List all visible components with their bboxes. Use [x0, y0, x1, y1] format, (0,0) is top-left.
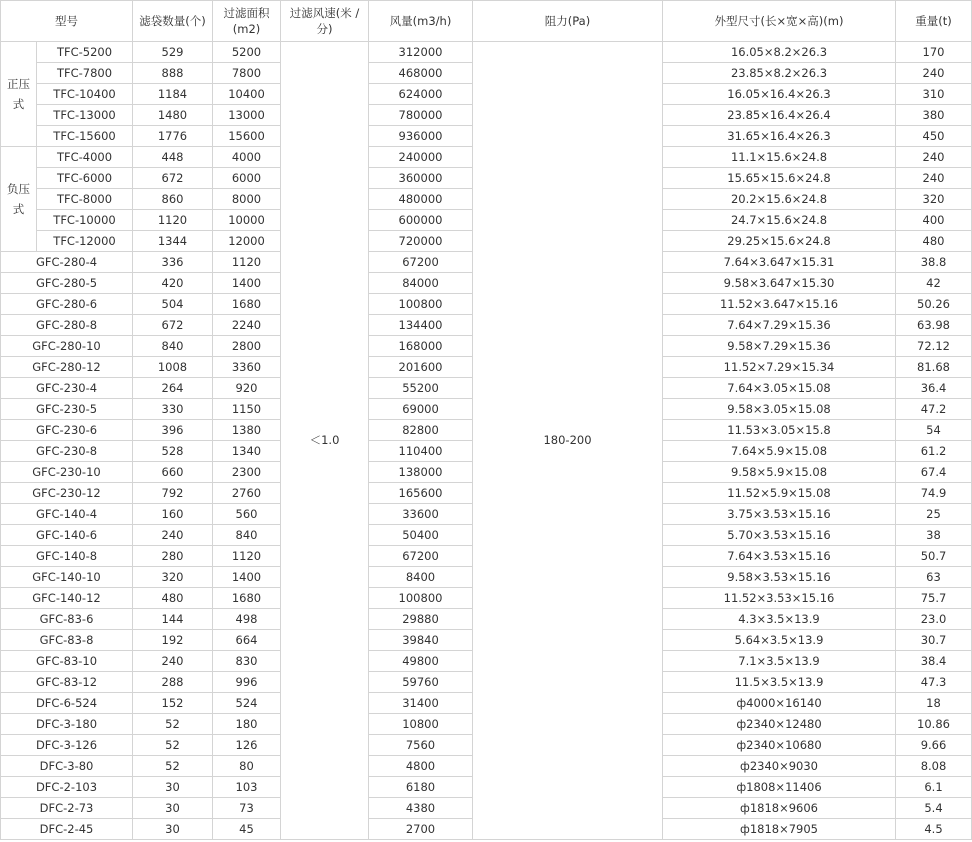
dims-cell: 11.52×3.53×15.16: [663, 588, 896, 609]
weight-cell: 81.68: [896, 357, 972, 378]
model-cell: DFC-2-103: [1, 777, 133, 798]
model-cell: TFC-5200: [37, 42, 133, 63]
airflow-cell: 165600: [369, 483, 473, 504]
header-speed: 过滤风速(米 / 分): [281, 1, 369, 42]
airflow-cell: 50400: [369, 525, 473, 546]
bags-cell: 1184: [133, 84, 213, 105]
area-cell: 1680: [213, 588, 281, 609]
airflow-cell: 7560: [369, 735, 473, 756]
weight-cell: 450: [896, 126, 972, 147]
dims-cell: 11.53×3.05×15.8: [663, 420, 896, 441]
model-cell: TFC-13000: [37, 105, 133, 126]
area-cell: 180: [213, 714, 281, 735]
header-bags: 滤袋数量(个): [133, 1, 213, 42]
header-dims: 外型尺寸(长×宽×高)(m): [663, 1, 896, 42]
area-cell: 80: [213, 756, 281, 777]
airflow-cell: 134400: [369, 315, 473, 336]
weight-cell: 5.4: [896, 798, 972, 819]
area-cell: 3360: [213, 357, 281, 378]
airflow-cell: 100800: [369, 588, 473, 609]
weight-cell: 25: [896, 504, 972, 525]
area-cell: 1400: [213, 273, 281, 294]
weight-cell: 170: [896, 42, 972, 63]
model-cell: DFC-6-524: [1, 693, 133, 714]
bags-cell: 264: [133, 378, 213, 399]
airflow-cell: 110400: [369, 441, 473, 462]
dims-cell: 5.70×3.53×15.16: [663, 525, 896, 546]
airflow-cell: 468000: [369, 63, 473, 84]
dims-cell: 4.3×3.5×13.9: [663, 609, 896, 630]
model-cell: GFC-140-12: [1, 588, 133, 609]
airflow-cell: 168000: [369, 336, 473, 357]
airflow-cell: 49800: [369, 651, 473, 672]
airflow-cell: 138000: [369, 462, 473, 483]
model-cell: GFC-280-6: [1, 294, 133, 315]
area-cell: 103: [213, 777, 281, 798]
area-cell: 1380: [213, 420, 281, 441]
bags-cell: 792: [133, 483, 213, 504]
model-cell: DFC-3-126: [1, 735, 133, 756]
model-cell: TFC-7800: [37, 63, 133, 84]
area-cell: 1340: [213, 441, 281, 462]
dims-cell: 7.1×3.5×13.9: [663, 651, 896, 672]
dims-cell: 9.58×3.53×15.16: [663, 567, 896, 588]
weight-cell: 47.2: [896, 399, 972, 420]
airflow-cell: 29880: [369, 609, 473, 630]
area-cell: 830: [213, 651, 281, 672]
airflow-cell: 4800: [369, 756, 473, 777]
area-cell: 996: [213, 672, 281, 693]
airflow-cell: 59760: [369, 672, 473, 693]
area-cell: 126: [213, 735, 281, 756]
model-cell: TFC-15600: [37, 126, 133, 147]
dims-cell: 23.85×8.2×26.3: [663, 63, 896, 84]
area-cell: 1400: [213, 567, 281, 588]
dims-cell: 16.05×8.2×26.3: [663, 42, 896, 63]
weight-cell: 240: [896, 63, 972, 84]
bags-cell: 52: [133, 714, 213, 735]
weight-cell: 50.7: [896, 546, 972, 567]
airflow-cell: 360000: [369, 168, 473, 189]
area-cell: 560: [213, 504, 281, 525]
model-cell: GFC-140-10: [1, 567, 133, 588]
weight-cell: 72.12: [896, 336, 972, 357]
model-cell: GFC-230-4: [1, 378, 133, 399]
model-cell: GFC-140-6: [1, 525, 133, 546]
header-row: [1, 1, 972, 42]
dims-cell: 31.65×16.4×26.3: [663, 126, 896, 147]
airflow-cell: 31400: [369, 693, 473, 714]
airflow-cell: 201600: [369, 357, 473, 378]
airflow-cell: 69000: [369, 399, 473, 420]
bags-cell: 52: [133, 756, 213, 777]
bags-cell: 152: [133, 693, 213, 714]
weight-cell: 38.8: [896, 252, 972, 273]
weight-cell: 36.4: [896, 378, 972, 399]
bags-cell: 396: [133, 420, 213, 441]
bags-cell: 192: [133, 630, 213, 651]
dims-cell: 7.64×5.9×15.08: [663, 441, 896, 462]
table-row: [1, 42, 972, 63]
weight-cell: 480: [896, 231, 972, 252]
bags-cell: 448: [133, 147, 213, 168]
area-cell: 840: [213, 525, 281, 546]
area-cell: 1120: [213, 252, 281, 273]
resistance-cell: 180-200: [473, 42, 663, 840]
weight-cell: 23.0: [896, 609, 972, 630]
model-cell: GFC-280-5: [1, 273, 133, 294]
airflow-cell: 55200: [369, 378, 473, 399]
airflow-cell: 480000: [369, 189, 473, 210]
bags-cell: 1480: [133, 105, 213, 126]
airflow-cell: 10800: [369, 714, 473, 735]
header-area: 过滤面积 (m2): [213, 1, 281, 42]
area-cell: 10400: [213, 84, 281, 105]
dims-cell: ф4000×16140: [663, 693, 896, 714]
weight-cell: 54: [896, 420, 972, 441]
bags-cell: 30: [133, 777, 213, 798]
dims-cell: 9.58×7.29×15.36: [663, 336, 896, 357]
weight-cell: 30.7: [896, 630, 972, 651]
area-cell: 10000: [213, 210, 281, 231]
model-cell: GFC-280-8: [1, 315, 133, 336]
header-resistance: 阻力(Pa): [473, 1, 663, 42]
model-cell: GFC-83-12: [1, 672, 133, 693]
area-cell: 2300: [213, 462, 281, 483]
group-label-cell: 负压 式: [1, 147, 37, 252]
bags-cell: 336: [133, 252, 213, 273]
airflow-cell: 2700: [369, 819, 473, 840]
dims-cell: 7.64×7.29×15.36: [663, 315, 896, 336]
area-cell: 2800: [213, 336, 281, 357]
model-cell: GFC-230-8: [1, 441, 133, 462]
bags-cell: 888: [133, 63, 213, 84]
model-cell: DFC-3-180: [1, 714, 133, 735]
dims-cell: 11.1×15.6×24.8: [663, 147, 896, 168]
dims-cell: ф1818×9606: [663, 798, 896, 819]
dims-cell: 9.58×5.9×15.08: [663, 462, 896, 483]
header-model: 型号: [1, 1, 133, 42]
model-cell: TFC-10000: [37, 210, 133, 231]
weight-cell: 400: [896, 210, 972, 231]
bags-cell: 240: [133, 525, 213, 546]
weight-cell: 74.9: [896, 483, 972, 504]
dims-cell: 16.05×16.4×26.3: [663, 84, 896, 105]
dims-cell: 3.75×3.53×15.16: [663, 504, 896, 525]
weight-cell: 240: [896, 147, 972, 168]
weight-cell: 380: [896, 105, 972, 126]
table-header: [1, 1, 972, 42]
dims-cell: ф2340×9030: [663, 756, 896, 777]
area-cell: 12000: [213, 231, 281, 252]
model-cell: TFC-12000: [37, 231, 133, 252]
bags-cell: 420: [133, 273, 213, 294]
area-cell: 45: [213, 819, 281, 840]
bags-cell: 160: [133, 504, 213, 525]
weight-cell: 47.3: [896, 672, 972, 693]
area-cell: 8000: [213, 189, 281, 210]
dims-cell: 7.64×3.05×15.08: [663, 378, 896, 399]
dims-cell: ф2340×10680: [663, 735, 896, 756]
bags-cell: 1120: [133, 210, 213, 231]
airflow-cell: 8400: [369, 567, 473, 588]
dims-cell: 24.7×15.6×24.8: [663, 210, 896, 231]
weight-cell: 10.86: [896, 714, 972, 735]
model-cell: DFC-2-73: [1, 798, 133, 819]
weight-cell: 75.7: [896, 588, 972, 609]
area-cell: 1150: [213, 399, 281, 420]
model-cell: GFC-83-8: [1, 630, 133, 651]
weight-cell: 4.5: [896, 819, 972, 840]
weight-cell: 18: [896, 693, 972, 714]
bags-cell: 52: [133, 735, 213, 756]
model-cell: GFC-230-6: [1, 420, 133, 441]
area-cell: 1120: [213, 546, 281, 567]
airflow-cell: 720000: [369, 231, 473, 252]
area-cell: 524: [213, 693, 281, 714]
weight-cell: 38.4: [896, 651, 972, 672]
area-cell: 7800: [213, 63, 281, 84]
airflow-cell: 39840: [369, 630, 473, 651]
bags-cell: 240: [133, 651, 213, 672]
model-cell: GFC-230-10: [1, 462, 133, 483]
dims-cell: 11.52×7.29×15.34: [663, 357, 896, 378]
dims-cell: 11.52×3.647×15.16: [663, 294, 896, 315]
bags-cell: 330: [133, 399, 213, 420]
bags-cell: 144: [133, 609, 213, 630]
dims-cell: 11.5×3.5×13.9: [663, 672, 896, 693]
dims-cell: ф1808×11406: [663, 777, 896, 798]
weight-cell: 67.4: [896, 462, 972, 483]
airflow-cell: 100800: [369, 294, 473, 315]
model-cell: GFC-280-12: [1, 357, 133, 378]
bags-cell: 660: [133, 462, 213, 483]
weight-cell: 38: [896, 525, 972, 546]
weight-cell: 63: [896, 567, 972, 588]
area-cell: 6000: [213, 168, 281, 189]
model-cell: GFC-140-8: [1, 546, 133, 567]
bags-cell: 860: [133, 189, 213, 210]
dims-cell: ф2340×12480: [663, 714, 896, 735]
header-airflow: 风量(m3/h): [369, 1, 473, 42]
table-body: [1, 42, 972, 840]
model-cell: TFC-8000: [37, 189, 133, 210]
dims-cell: 20.2×15.6×24.8: [663, 189, 896, 210]
model-cell: TFC-10400: [37, 84, 133, 105]
bags-cell: 320: [133, 567, 213, 588]
airflow-cell: 4380: [369, 798, 473, 819]
area-cell: 2240: [213, 315, 281, 336]
model-cell: DFC-2-45: [1, 819, 133, 840]
model-cell: GFC-280-10: [1, 336, 133, 357]
bags-cell: 1008: [133, 357, 213, 378]
bags-cell: 504: [133, 294, 213, 315]
bags-cell: 672: [133, 168, 213, 189]
area-cell: 4000: [213, 147, 281, 168]
airflow-cell: 312000: [369, 42, 473, 63]
model-cell: TFC-4000: [37, 147, 133, 168]
area-cell: 920: [213, 378, 281, 399]
bags-cell: 280: [133, 546, 213, 567]
model-cell: TFC-6000: [37, 168, 133, 189]
dims-cell: 23.85×16.4×26.4: [663, 105, 896, 126]
dims-cell: 7.64×3.647×15.31: [663, 252, 896, 273]
airflow-cell: 67200: [369, 546, 473, 567]
airflow-cell: 82800: [369, 420, 473, 441]
weight-cell: 320: [896, 189, 972, 210]
weight-cell: 6.1: [896, 777, 972, 798]
weight-cell: 8.08: [896, 756, 972, 777]
weight-cell: 42: [896, 273, 972, 294]
dims-cell: ф1818×7905: [663, 819, 896, 840]
area-cell: 2760: [213, 483, 281, 504]
model-cell: GFC-83-10: [1, 651, 133, 672]
model-cell: GFC-140-4: [1, 504, 133, 525]
header-weight: 重量(t): [896, 1, 972, 42]
area-cell: 664: [213, 630, 281, 651]
weight-cell: 50.26: [896, 294, 972, 315]
weight-cell: 61.2: [896, 441, 972, 462]
dims-cell: 7.64×3.53×15.16: [663, 546, 896, 567]
airflow-cell: 84000: [369, 273, 473, 294]
group-label-cell: 正压 式: [1, 42, 37, 147]
model-cell: GFC-83-6: [1, 609, 133, 630]
dims-cell: 15.65×15.6×24.8: [663, 168, 896, 189]
area-cell: 5200: [213, 42, 281, 63]
speed-cell: ＜1.0: [281, 42, 369, 840]
weight-cell: 310: [896, 84, 972, 105]
dims-cell: 9.58×3.647×15.30: [663, 273, 896, 294]
weight-cell: 9.66: [896, 735, 972, 756]
airflow-cell: 780000: [369, 105, 473, 126]
airflow-cell: 600000: [369, 210, 473, 231]
weight-cell: 240: [896, 168, 972, 189]
airflow-cell: 6180: [369, 777, 473, 798]
area-cell: 73: [213, 798, 281, 819]
bags-cell: 1776: [133, 126, 213, 147]
airflow-cell: 240000: [369, 147, 473, 168]
dims-cell: 11.52×5.9×15.08: [663, 483, 896, 504]
airflow-cell: 33600: [369, 504, 473, 525]
model-cell: GFC-230-5: [1, 399, 133, 420]
area-cell: 498: [213, 609, 281, 630]
bags-cell: 288: [133, 672, 213, 693]
bags-cell: 30: [133, 798, 213, 819]
area-cell: 13000: [213, 105, 281, 126]
model-cell: GFC-230-12: [1, 483, 133, 504]
weight-cell: 63.98: [896, 315, 972, 336]
airflow-cell: 624000: [369, 84, 473, 105]
model-cell: DFC-3-80: [1, 756, 133, 777]
bags-cell: 672: [133, 315, 213, 336]
bags-cell: 30: [133, 819, 213, 840]
airflow-cell: 936000: [369, 126, 473, 147]
model-cell: GFC-280-4: [1, 252, 133, 273]
area-cell: 1680: [213, 294, 281, 315]
dims-cell: 9.58×3.05×15.08: [663, 399, 896, 420]
dims-cell: 5.64×3.5×13.9: [663, 630, 896, 651]
bags-cell: 529: [133, 42, 213, 63]
area-cell: 15600: [213, 126, 281, 147]
airflow-cell: 67200: [369, 252, 473, 273]
bags-cell: 480: [133, 588, 213, 609]
dims-cell: 29.25×15.6×24.8: [663, 231, 896, 252]
bags-cell: 840: [133, 336, 213, 357]
bags-cell: 1344: [133, 231, 213, 252]
bags-cell: 528: [133, 441, 213, 462]
